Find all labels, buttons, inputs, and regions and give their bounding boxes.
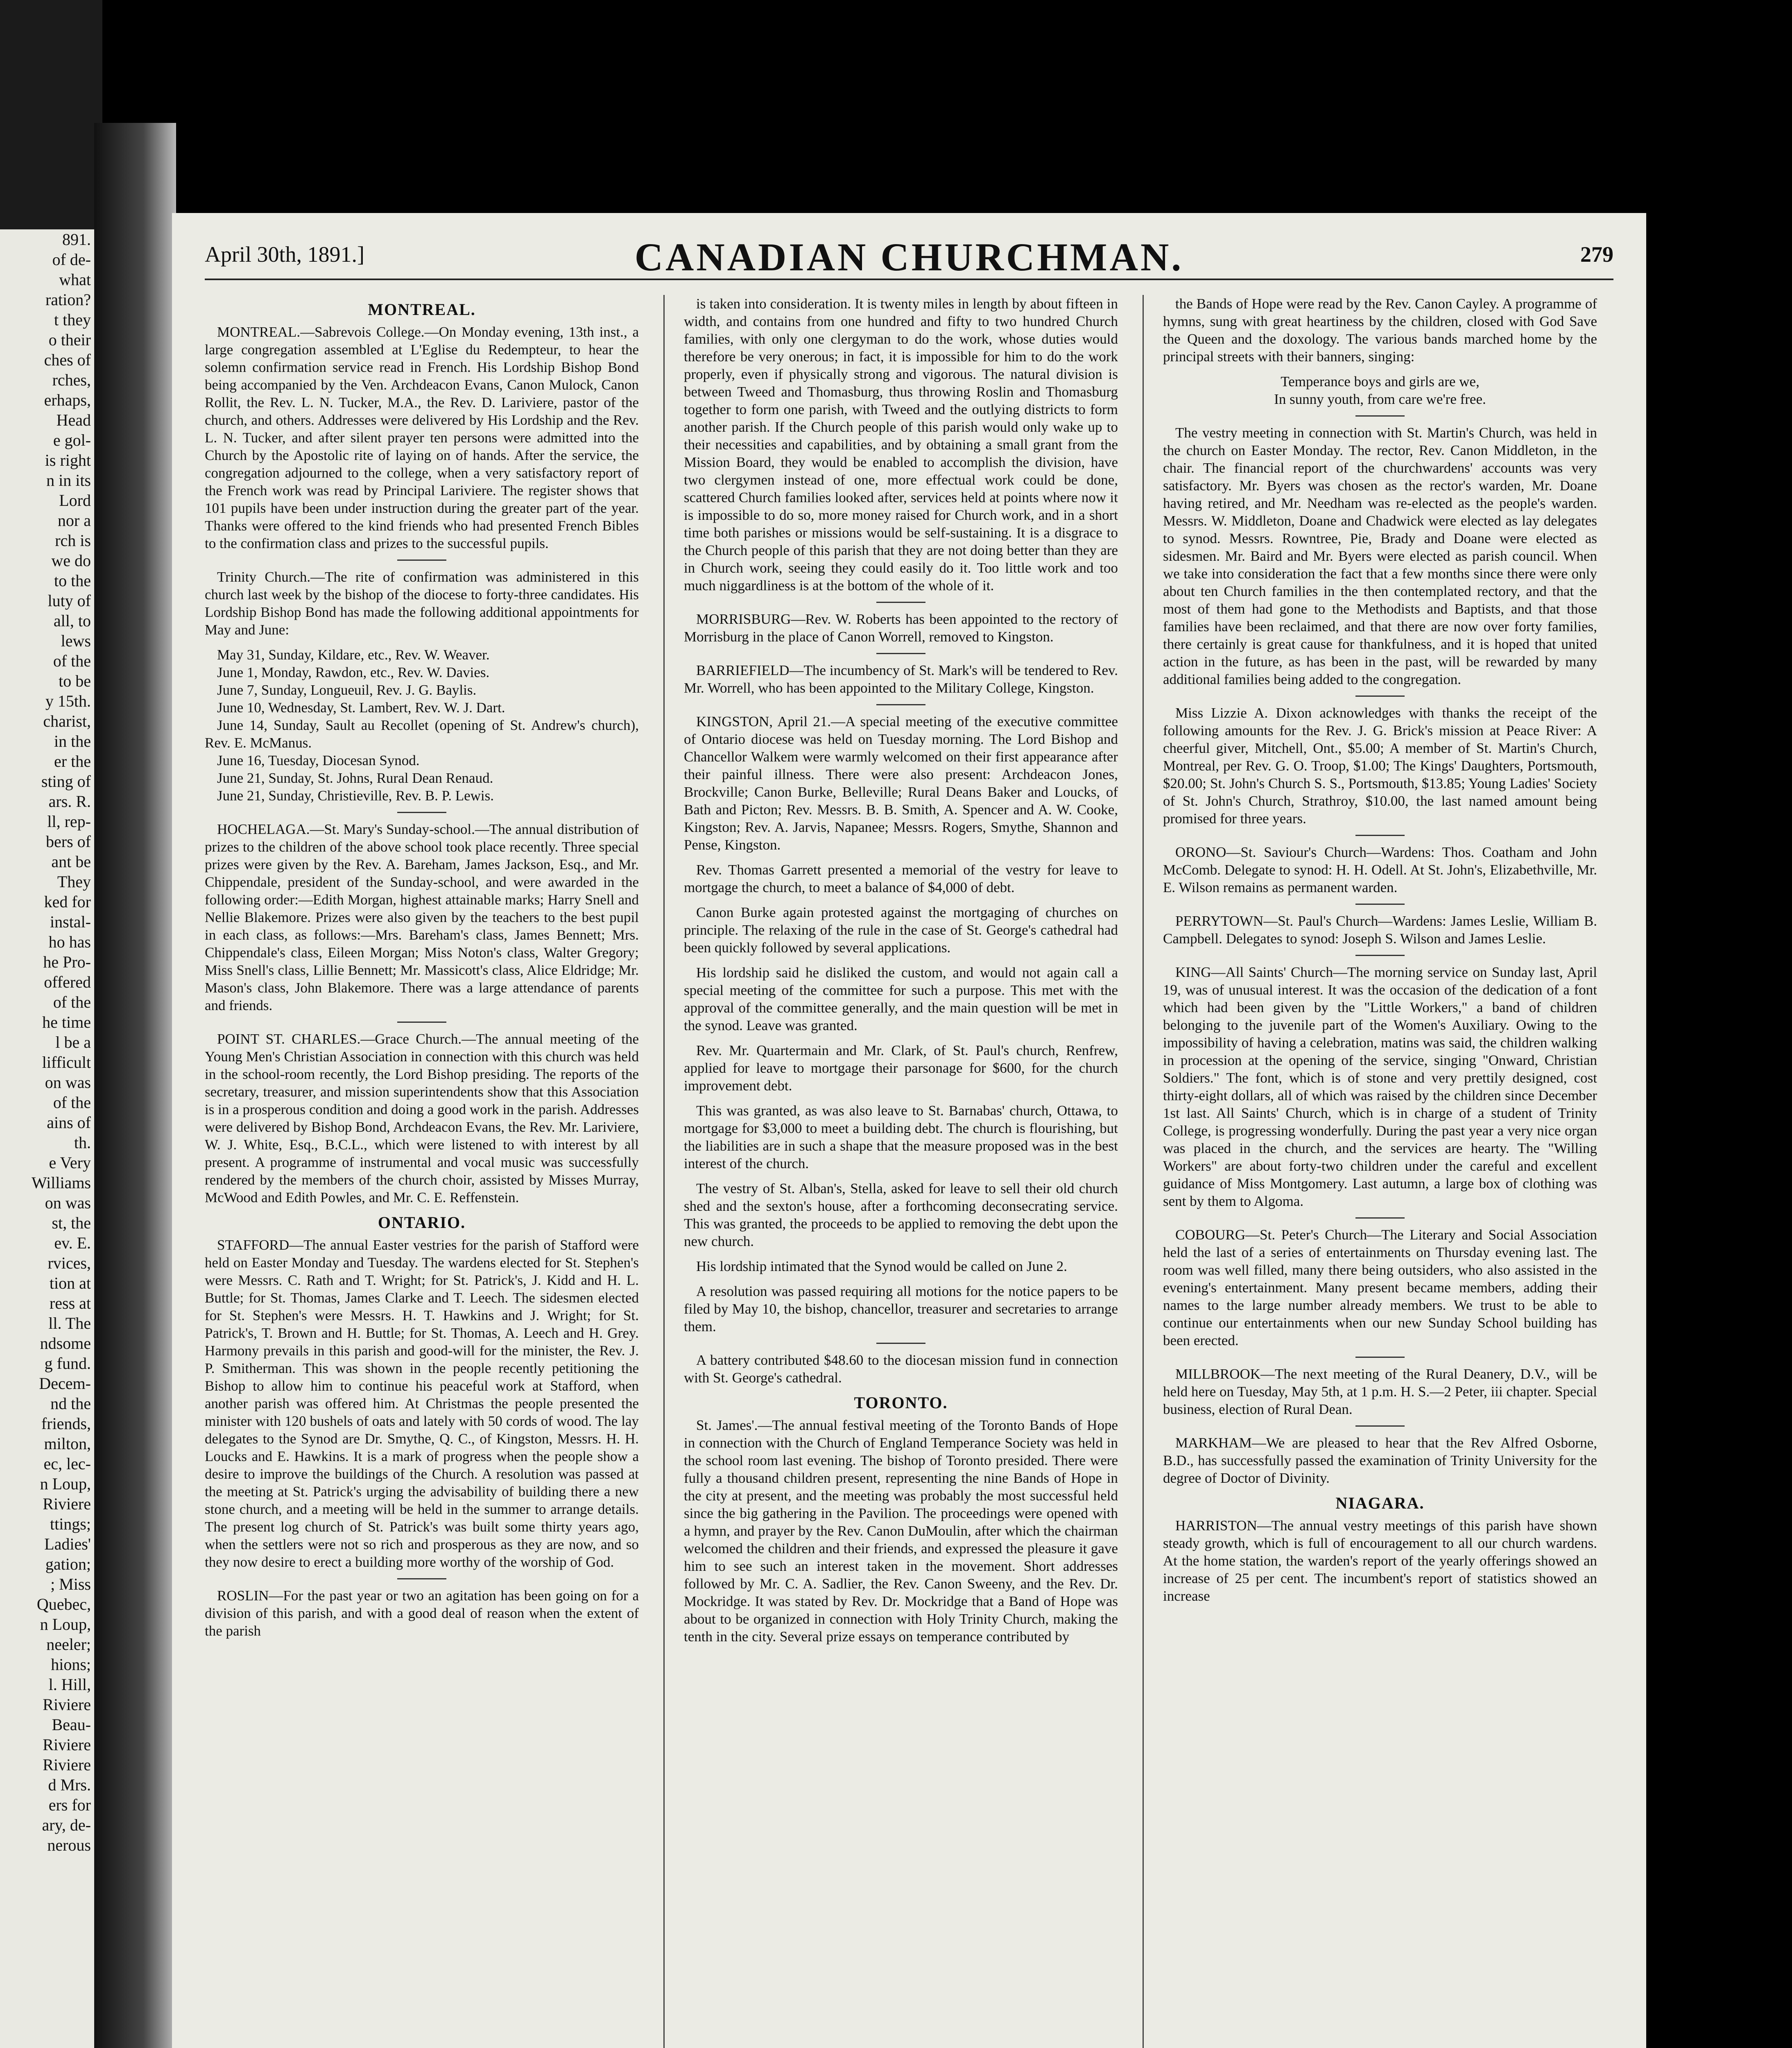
fragment-line: l. Hill, (48, 1675, 91, 1694)
fragment-line: in the (54, 732, 91, 750)
fragment-line: Quebec, (36, 1595, 91, 1613)
separator (1355, 1357, 1405, 1358)
article-paragraph: ROSLIN—For the past year or two an agitation has been going on for a division of this parish, and with a good deal of reason when the extent of the parish (205, 1588, 639, 1639)
appointment-item: June 21, Sunday, St. Johns, Rural Dean Renaud. (217, 770, 493, 786)
section-heading-ontario: ONTARIO. (378, 1213, 466, 1232)
fragment-line: friends, (41, 1414, 91, 1433)
newspaper-page (172, 213, 1646, 2048)
article-paragraph: MORRISBURG—Rev. W. Roberts has been appointed to the rectory of Morrisburg in the place of Canon Worrell, removed to Kingston. (684, 611, 1118, 645)
song-verse-line: Temperance boys and girls are we, (1281, 374, 1480, 390)
fragment-line: nd the (50, 1394, 91, 1413)
separator (1355, 415, 1405, 417)
separator (876, 653, 925, 654)
fragment-line: l be a (55, 1033, 91, 1051)
article-paragraph: Rev. Mr. Quartermain and Mr. Clark, of St. Paul's church, Renfrew, applied for leave to mortgage their parsonage for $600, for the church improvement debt. (684, 1042, 1118, 1094)
article-paragraph: MILLBROOK—The next meeting of the Rural Deanery, D.V., will be held here on Tuesday, May 5th, at 1 p.m. H. S.—2 Peter, iii chapter. Special business, election of Rural Dean. (1163, 1366, 1597, 1417)
fragment-line: t they (54, 310, 91, 329)
section-heading-niagara: NIAGARA. (1335, 1494, 1425, 1512)
article-paragraph: This was granted, as was also leave to St. Barnabas' church, Ottawa, to mortgage for $3,000 to meet a building debt. The church is flourishing, but the liabilities are in such a shape that the measure proposed was in the best interest of the church. (684, 1103, 1118, 1171)
adjacent-page-fragment (0, 229, 94, 2048)
article-paragraph: KINGSTON, April 21.—A special meeting of the executive committee of Ontario diocese was held on Tuesday morning. The Lord Bishop and Chancellor Walkem were warmly welcomed on their first appearance after their painful illness. There were also present: Archdeacon Jones, Brockville; Canon Burke, Belleville; Rural Deans Baker and Loucks, of Bath and Picton; Rev. Messrs. B. B. Smith, A. Spencer and A. W. Cooke, Kingston; Rev. A. Jarvis, Napanee; Messrs. Rogers, Smythe, Shannon and Pense, Kingston. (684, 714, 1118, 853)
fragment-line: Riviere (43, 1495, 91, 1513)
fragment-line: to be (59, 672, 91, 690)
fragment-line: Decem- (39, 1374, 91, 1393)
article-paragraph: St. James'.—The annual festival meeting of the Toronto Bands of Hope in connection with the Church of England Temperance Society was held in the school room last evening. The bishop of Toronto presided. There were fully a thousand children present, representing the nine Bands of Hope in the city at present, and the meeting was probably the most successful held since the big gathering in the Pavilion. The proceedings were opened with a hymn, and prayer by the Rev. Canon DuMoulin, after which the chairman welcomed the children and their friends, and expressed the pleasure it gave him to see such an interest taken in the movement. Short addresses followed by Mr. C. A. Sadlier, the Rev. Canon Sweeny, and the Rev. Dr. Mockridge. It was stated by Rev. Dr. Mockridge that a Band of Hope was about to be organized in connection with Holy Trinity Church, making the tenth in the city. Several prize essays on temperance contributed by (684, 1417, 1118, 1645)
article-paragraph: is taken into consideration. It is twenty miles in length by about fifteen in width, and contains from one hundred and fifty to two hundred Church families, with only one clergyman to do the work, whose duties would therefore be very onerous; in fact, it is impossible for him to do the work properly, even if physically strong and vigorous. The natural division is between Tweed and Thomasburg, thus throwing Roslin and Thomasburg together to form one parish, with Tweed and the outlying districts to form another parish. If the Church people of this parish would only wake up to their necessities and capabilities, and by obtaining a small grant from the Mission Board, they would be enabled to accomplish the division, have two clergymen instead of one, more effectual work could be done, scattered Church families looked after, services held at points where now it is impossible to do so, more money raised for Church work, and in a short time both parishes or missions would be self-sustaining. It is a disgrace to the Church people of this parish that they are not doing better than they are in Church work, seeing they could easily do it. Too little work and too much niggardliness is at the bottom of the whole of it. (684, 296, 1118, 594)
appointment-item: June 14, Sunday, Sault au Recollet (opening of St. Andrew's church), Rev. E. McManus. (205, 717, 639, 751)
article-paragraph: The vestry meeting in connection with St. Martin's Church, was held in the church on Easter Monday. The rector, Rev. Canon Middleton, in the chair. The financial report of the churchwardens' accounts was very satisfactory. Mr. Byers was chosen as the rector's warden, Mr. Doane having retired, and Mr. Needham was re-elected as the people's warden. Messrs. W. Middleton, Doane and Chadwick were elected as lay delegates to synod. Messrs. Rowntree, Pie, Brady and Doane were elected as sidesmen. Mr. Baird and Mr. Byers were elected as parish council. When we take into consideration the fact that a few months since there were only about ten Church families in the then contemplated rectory, and that the most of them had gone to the Methodists and Baptists, and that those families have been reclaimed, and that there are now over forty families, there certainly is great cause for thankfulness, and it is hoped that united action in the future, as has been in the past, will be rewarded by many additional families being added to the congregation. (1163, 425, 1597, 687)
separator (1355, 835, 1405, 836)
section-heading-montreal: MONTREAL. (368, 300, 476, 319)
fragment-line: erhaps, (44, 391, 91, 409)
separator (397, 1578, 446, 1579)
fragment-line: ev. E. (54, 1234, 91, 1252)
separator (1355, 955, 1405, 956)
article-paragraph: COBOURG—St. Peter's Church—The Literary and Social Association held the last of a series of entertainments on Thursday evening last. The room was well filled, many there being outsiders, who also assisted in the evening's entertainment. Many present became members, adding their names to the large number already members. We trust to be able to continue our entertainments when our new Sunday School building has been erected. (1163, 1227, 1597, 1348)
article-paragraph: Miss Lizzie A. Dixon acknowledges with thanks the receipt of the following amounts for the Rev. J. G. Brick's mission at Peace River: A cheerful giver, Mitchell, Ont., $5.00; A member of St. Martin's Church, Montreal, per Rev. G. O. Troop, $1.00; The Kings' Daughters, Portsmouth, $20.00; St. John's Church S. S., Portsmouth, $13.85; Young Ladies' Society of St. John's Church, Strathroy, $10.00, the last named amount being promised for three years. (1163, 705, 1597, 827)
fragment-line: rvices, (48, 1254, 91, 1272)
article-paragraph: MARKHAM—We are pleased to hear that the Rev Alfred Osborne, B.D., has successfully passed the examination of Trinity University for the degree of Doctor of Divinity. (1163, 1435, 1597, 1486)
column-rule (1143, 295, 1144, 2048)
separator (397, 560, 446, 561)
fragment-line: n in its (46, 471, 91, 489)
article-paragraph: POINT ST. CHARLES.—Grace Church.—The annual meeting of the Young Men's Christian Association in connection with this church was held in the school-room recently, the Lord Bishop presiding. The reports of the secretary, treasurer, and mission superintendents show that this Association is in a prosperous condition and doing a good work in the parish. Addresses were delivered by Bishop Bond, Archdeacon Evans, the Rev. Mr. Lariviere, W. J. White, Esq., B.C.L., which were listened to with interest by all present. A programme of instrumental and vocal music was successfully rendered by the members of the church choir, assisted by Misses Murray, McWood and Edith Powles, and Mr. C. E. Reffenstein. (205, 1031, 639, 1205)
appointment-item: June 10, Wednesday, St. Lambert, Rev. W. J. Dart. (217, 700, 505, 716)
fragment-line: They (57, 872, 91, 891)
fragment-line: Riviere (43, 1756, 91, 1774)
separator (1355, 696, 1405, 697)
article-paragraph: MONTREAL.—Sabrevois College.—On Monday evening, 13th inst., a large congregation assembled at L'Eglise du Redempteur, to hear the solemn confirmation service read in French. His Lordship Bishop Bond being accompanied by the Ven. Archdeacon Evans, Canon Mulock, Canon Rollit, the Rev. L. N. Tucker, M.A., the Rev. D. Lariviere, pastor of the church, and others. Addresses were delivered by His Lordship and the Rev. L. N. Tucker, and after silent prayer ten persons were admitted into the Church by the Apostolic rite of laying on of hands. After the service, the congregation adjourned to the college, when a very satisfactory report of the French work was read by Principal Lariviere. The register shows that 101 pupils have been under instruction during the greater part of the year. Thanks were offered to the kind friends who had presented French Bibles to the confirmation class and prizes to the successful pupils. (205, 324, 639, 551)
fragment-line: 891. (62, 230, 91, 249)
article-paragraph: KING—All Saints' Church—The morning service on Sunday last, April 19, was of unusual interest. It was the occasion of the dedication of a font which had been given by the "Little Workers," a band of children belonging to the juvenile part of the Women's Auxiliary. Owing to the impossibility of having a celebration, matins was said, the children walking in procession at the opening of the service, singing "Onward, Christian Soldiers." The font, which is of stone and very prettily designed, cost thirty-eight dollars, all of which was raised by the children since December 1st last. All Saints' Church, which is in charge of a student of Trinity College, is progressing wonderfully. During the past year a very nice organ was placed in the church, and the services are hearty. The "Willing Workers" are about forty-two children under the careful and excellent guidance of Miss Montgomery. Last autumn, a large box of clothing was sent by them to Algoma. (1163, 964, 1597, 1209)
fragment-line: ttings; (50, 1515, 91, 1533)
fragment-line: th. (74, 1133, 91, 1152)
scan-margin-right (1646, 0, 1792, 2048)
article-paragraph: PERRYTOWN—St. Paul's Church—Wardens: James Leslie, William B. Campbell. Delegates to synod: Joseph S. Wilson and James Leslie. (1163, 913, 1597, 947)
fragment-line: offered (44, 973, 91, 991)
article-paragraph: A battery contributed $48.60 to the diocesan mission fund in connection with St. George's cathedral. (684, 1352, 1118, 1386)
fragment-line: ars. R. (48, 792, 91, 811)
article-paragraph: ORONO—St. Saviour's Church—Wardens: Thos. Coatham and John McComb. Delegate to synod: H. H. Odell. At St. John's, Elizabethville, Mr. E. Wilson remains as permanent warden. (1163, 844, 1597, 895)
fragment-line: d Mrs. (48, 1776, 91, 1794)
fragment-line: is right (45, 451, 91, 469)
fragment-line: ches of (44, 351, 91, 369)
column-3 (1163, 295, 1597, 2048)
fragment-line: lifficult (42, 1053, 91, 1072)
separator (397, 812, 446, 813)
fragment-line: hions; (51, 1655, 91, 1674)
fragment-line: charist, (43, 712, 91, 730)
article-paragraph: STAFFORD—The annual Easter vestries for the parish of Stafford were held on Easter Monday and Tuesday. The wardens elected for St. Stephen's were Messrs. C. Rath and T. Wright; for St. Patrick's, J. Kidd and H. L. Buttle; for St. Thomas, James Clarke and T. Leech. The sidesmen elected for St. Stephen's were Messrs. H. T. Hawkins and J. Wright; for St. Patrick's, T. Brown and H. Buttle; for St. Thomas, A. Leech and H. Grey. Harmony prevails in this parish and good-will for the minister, the Rev. J. P. Smitherman. This was shown in the people recently petitioning the Bishop to allow him to continue his peaceful work at Stafford, when another parish was offered him. At Christmas the people presented the minister with 120 bushels of oats and lately with 50 cords of wood. The lay delegates to the Synod are Dr. Smythe, Q. C., of Kingston, Messrs. H. H. Loucks and E. Hawkins. It is a mark of progress when the people show a desire to improve the buildings of the Church. A resolution was passed at the meeting at St. Patrick's urging the advisability of building there a new stone church, and a meeting will be held in the summer to arrange details. The present log church of St. Patrick's was built some thirty years ago, when the settlers were not so rich and prosperous as they are now, and so they now desire to erect a building more worthy of the worship of God. (205, 1237, 639, 1570)
article-paragraph: HARRISTON—The annual vestry meetings of this parish have shown steady growth, which is full of encouragement to all our church wardens. At the home station, the warden's report of the yearly offerings showed an increase of 25 per cent. The incumbent's report of statistics showed an increase (1163, 1518, 1597, 1604)
fragment-line: instal- (50, 913, 91, 931)
article-paragraph: Canon Burke again protested against the mortgaging of churches on principle. The relaxing of the rule in the case of St. George's cathedral had been quickly followed by several applications. (684, 904, 1118, 956)
fragment-line: what (59, 270, 91, 289)
masthead-title: CANADIAN CHURCHMAN. (634, 235, 1184, 279)
fragment-line: of the (53, 1093, 91, 1112)
fragment-line: e Very (49, 1153, 91, 1172)
fragment-line: of the (53, 652, 91, 670)
fragment-line: on was (45, 1073, 91, 1092)
fragment-line: to the (54, 571, 91, 590)
appointment-item: June 1, Monday, Rawdon, etc., Rev. W. Davies. (217, 664, 490, 680)
article-paragraph: His lordship said he disliked the custom, and would not again call a special meeting of the committee for such a purpose. This met with the approval of the committee generally, and the main question will be met in the synod. Leave was granted. (684, 965, 1118, 1033)
song-verse-line: In sunny youth, from care we're free. (1274, 391, 1486, 407)
separator (397, 1022, 446, 1023)
fragment-line: ant be (51, 852, 91, 871)
fragment-line: ec, lec- (43, 1454, 91, 1473)
separator (1355, 1217, 1405, 1219)
column-rule (663, 295, 665, 2048)
fragment-line: ers for (48, 1796, 91, 1814)
fragment-line: nerous (47, 1836, 91, 1854)
page-number: 279 (1580, 242, 1613, 267)
fragment-line: bers of (46, 832, 91, 851)
fragment-line: ary, de- (42, 1816, 91, 1834)
fragment-line: ho has (48, 933, 91, 951)
fragment-line: n Loup, (40, 1615, 91, 1633)
separator (876, 1343, 925, 1344)
fragment-line: ; Miss (50, 1575, 91, 1593)
fragment-line: y 15th. (45, 692, 91, 710)
fragment-line: on was (45, 1194, 91, 1212)
fragment-line: st, the (52, 1214, 91, 1232)
appointment-item: June 16, Tuesday, Diocesan Synod. (217, 752, 420, 768)
column-2 (684, 295, 1118, 2048)
separator (1355, 904, 1405, 905)
article-paragraph: The vestry of St. Alban's, Stella, asked for leave to sell their old church shed and the sexton's house, after a forthcoming deconsecrating service. This was granted, the proceeds to be applied to removing the debt upon the new church. (684, 1180, 1118, 1249)
fragment-line: sting of (41, 772, 91, 791)
fragment-line: Riviere (43, 1735, 91, 1754)
issue-date: April 30th, 1891.] (205, 242, 364, 267)
fragment-line: Riviere (43, 1695, 91, 1714)
article-paragraph: A resolution was passed requiring all motions for the notice papers to be filed by May 10, the bishop, chancellor, treasurer and secretaries to arrange them. (684, 1283, 1118, 1334)
fragment-line: g fund. (44, 1354, 91, 1373)
fragment-line: rch is (55, 531, 91, 550)
column-1 (205, 295, 639, 2048)
fragment-line: Beau- (52, 1715, 91, 1734)
fragment-line: he time (42, 1013, 91, 1031)
fragment-line: ress at (49, 1294, 91, 1312)
fragment-line: he Pro- (43, 953, 91, 971)
appointment-item: June 21, Sunday, Christieville, Rev. B. P. Lewis. (217, 788, 494, 804)
fragment-line: Lord (59, 491, 91, 510)
appointment-item: June 7, Sunday, Longueuil, Rev. J. G. Baylis. (217, 682, 477, 698)
fragment-line: tion at (49, 1274, 91, 1292)
fragment-line: lews (61, 632, 91, 650)
fragment-line: ked for (44, 893, 91, 911)
fragment-line: ll. The (48, 1314, 91, 1332)
article-paragraph: HOCHELAGA.—St. Mary's Sunday-school.—The annual distribution of prizes to the children of the above school took place recently. Three special prizes were given by the Rev. A. Bareham, James Jackson, Esq., and Mr. Chippendale, president of the Sunday-school, and were awarded in the following order:—Edith Morgan, highest attainable marks; Harry Snell and Nellie Blakemore. Prizes were also given by the teachers to the best pupil in each class, as follows:—Mrs. Bareham's class, James Bennett; Mrs. Chippendale's class, Eileen Morgan; Miss Noton's class, Walter Gregory; Miss Snell's class, Lillie Bennett; Mr. Massicott's class, Alice Eldridge; Mr. Mason's class, John Blakemore. There was a large attendance of parents and friends. (205, 821, 639, 1013)
fragment-line: o their (48, 331, 91, 349)
fragment-line: Ladies' (44, 1535, 91, 1553)
separator (876, 602, 925, 603)
fragment-line: Head (56, 411, 91, 429)
article-paragraph: Rev. Thomas Garrett presented a memorial of the vestry for leave to mortgage the church, to meet a balance of $4,000 of debt. (684, 862, 1118, 895)
section-heading-toronto: TORONTO. (854, 1393, 948, 1412)
fragment-line: nor a (57, 511, 91, 530)
fragment-line: ration? (45, 290, 91, 309)
book-gutter (94, 123, 176, 2048)
fragment-line: er the (54, 752, 91, 770)
fragment-line: neeler; (46, 1635, 91, 1654)
appointment-item: May 31, Sunday, Kildare, etc., Rev. W. Weaver. (217, 647, 490, 663)
fragment-line: milton, (44, 1434, 91, 1453)
fragment-line: luty of (48, 591, 91, 610)
fragment-line: rches, (52, 371, 91, 389)
fragment-line: ndsome (40, 1334, 91, 1352)
article-paragraph: BARRIEFIELD—The incumbency of St. Mark's will be tendered to Rev. Mr. Worrell, who has been appointed to the Military College, Kingston. (684, 662, 1118, 696)
separator (876, 704, 925, 705)
fragment-line: of de- (52, 250, 91, 269)
fragment-line: of the (53, 993, 91, 1011)
fragment-line: Williams (31, 1174, 91, 1192)
fragment-line: e gol- (53, 431, 91, 449)
article-paragraph: His lordship intimated that the Synod would be called on June 2. (696, 1258, 1067, 1274)
article-paragraph: the Bands of Hope were read by the Rev. Canon Cayley. A programme of hymns, sung with great heartiness by the children, closed with God Save the Queen and the doxology. The various bands marched home by the principal streets with their banners, singing: (1163, 296, 1597, 365)
fragment-line: gation; (45, 1555, 91, 1573)
article-paragraph: Trinity Church.—The rite of confirmation was administered in this church last week by the bishop of the diocese to forty-three candidates. His Lordship Bishop Bond has made the following additional appointments for May and June: (205, 569, 639, 638)
fragment-line: ll, rep- (47, 812, 91, 831)
fragment-line: all, to (53, 612, 91, 630)
fragment-line: ains of (47, 1113, 91, 1132)
separator (1355, 1425, 1405, 1427)
page-header (205, 229, 1613, 280)
fragment-line: we do (51, 551, 91, 570)
fragment-line: n Loup, (40, 1475, 91, 1493)
